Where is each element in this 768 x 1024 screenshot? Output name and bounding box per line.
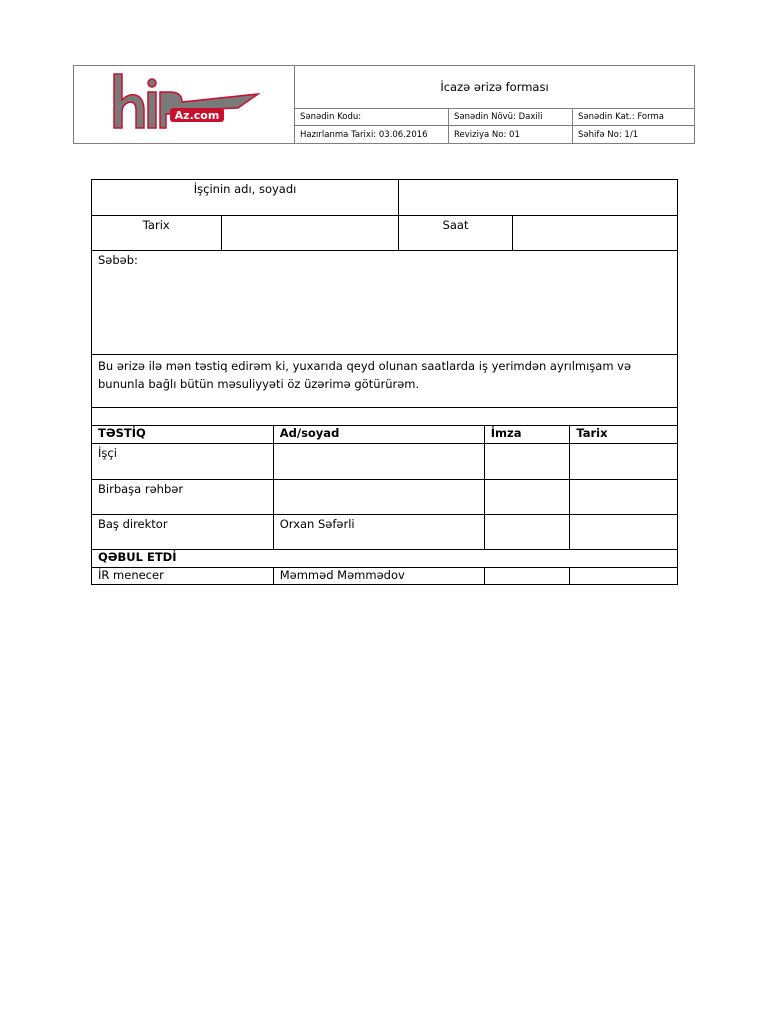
- accepted-label: QƏBUL ETDİ: [92, 550, 678, 568]
- time-label: Saat: [399, 216, 513, 251]
- approval-role: Baş direktor: [92, 515, 274, 550]
- employee-name-field[interactable]: [399, 180, 678, 216]
- approval-name-field[interactable]: Orxan Səfərli: [273, 515, 484, 550]
- document-meta: [295, 66, 694, 143]
- accepted-row: [92, 550, 678, 568]
- spacer-row: [92, 408, 678, 426]
- reason-field[interactable]: [92, 251, 678, 355]
- manager-row: [92, 568, 678, 585]
- time-field[interactable]: [512, 216, 677, 251]
- manager-role: İR menecer: [92, 568, 274, 585]
- date-label: Tarix: [92, 216, 222, 251]
- meta-row-1: [295, 109, 694, 126]
- date-time-row: [92, 216, 678, 251]
- reason-label: Səbəb:: [98, 253, 138, 267]
- prep-date: Hazırlanma Tarixi: 03.06.2016: [300, 129, 428, 140]
- manager-name: Məmməd Məmmədov: [273, 568, 484, 585]
- leave-request-form: [91, 179, 678, 585]
- approval-signature-field[interactable]: [484, 444, 570, 480]
- reason-row: [92, 251, 678, 355]
- doc-type: Sənədin Növü: Daxili: [448, 109, 572, 126]
- approval-header-confirm: TƏSTİQ: [92, 426, 274, 444]
- approval-role: Birbaşa rəhbər: [92, 480, 274, 515]
- approval-name-field[interactable]: [273, 480, 484, 515]
- employee-name-row: [92, 180, 678, 216]
- revision-no: Reviziya No: 01: [448, 126, 572, 143]
- manager-date-field[interactable]: [570, 568, 678, 585]
- approval-header-row: [92, 426, 678, 444]
- spacer-cell: [92, 408, 678, 426]
- employee-name-label: İşçinin adı, soyadı: [92, 180, 399, 216]
- statement-row: [92, 355, 678, 408]
- table-row: [92, 444, 678, 480]
- logo-cell: [74, 66, 295, 143]
- approval-header-signature: İmza: [484, 426, 570, 444]
- approval-signature-field[interactable]: [484, 515, 570, 550]
- approval-name-field[interactable]: [273, 444, 484, 480]
- page-no: Səhifə No: 1/1: [572, 126, 694, 143]
- approval-date-field[interactable]: [570, 480, 678, 515]
- svg-text:Az.com: Az.com: [174, 109, 220, 122]
- approval-date-field[interactable]: [570, 515, 678, 550]
- meta-row-2: [295, 125, 694, 143]
- approval-role: İşçi: [92, 444, 274, 480]
- doc-category: Sənədin Kat.: Forma: [572, 109, 694, 126]
- table-row: [92, 480, 678, 515]
- approval-date-field[interactable]: [570, 444, 678, 480]
- approval-header-date: Tarix: [570, 426, 678, 444]
- approval-signature-field[interactable]: [484, 480, 570, 515]
- table-row: [92, 515, 678, 550]
- approval-header-name: Ad/soyad: [273, 426, 484, 444]
- statement-text: Bu ərizə ilə mən təstiq edirəm ki, yuxarıda qeyd olunan saatlarda iş yerimdən ayrılmışam və bununla bağlı bütün məsuliyyəti öz üzərimə götürürəm.: [92, 355, 678, 408]
- company-logo: [108, 70, 298, 134]
- document-header: [73, 65, 695, 144]
- doc-code: Sənədin Kodu:: [300, 112, 362, 123]
- manager-signature-field[interactable]: [484, 568, 570, 585]
- date-field[interactable]: [221, 216, 399, 251]
- document-title: İcazə ərizə forması: [295, 66, 694, 109]
